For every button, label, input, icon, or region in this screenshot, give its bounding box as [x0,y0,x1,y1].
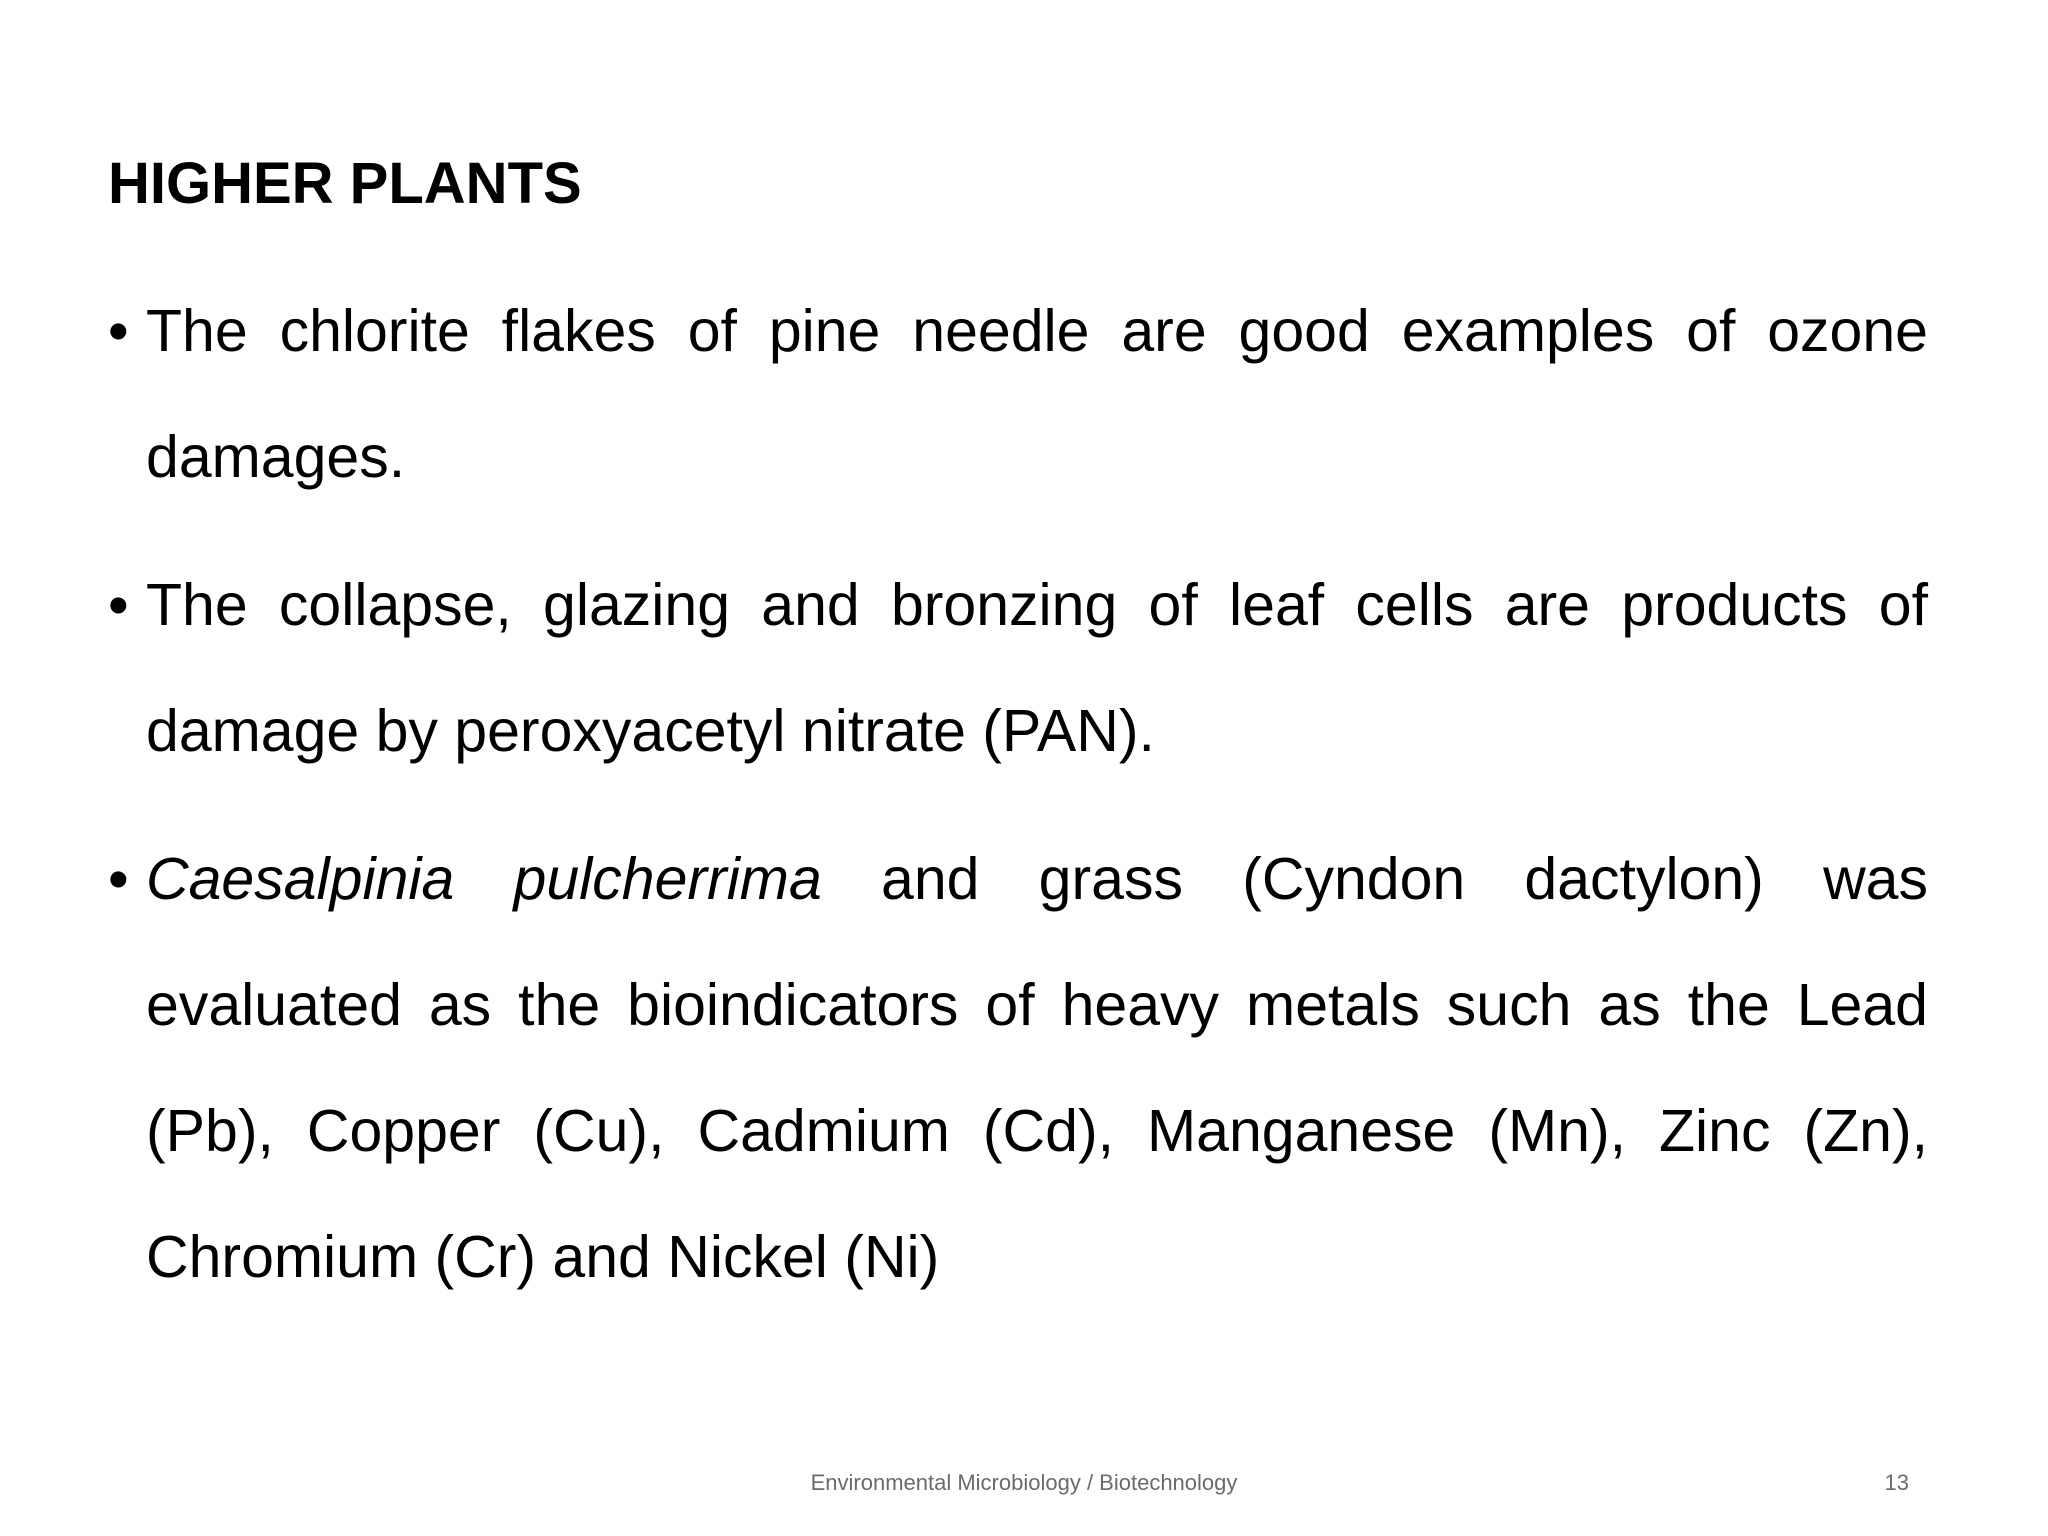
footer-text: Environmental Microbiology / Biotechnology [810,1470,1238,1495]
bullet-item [108,816,1928,1320]
bullet-text: The chlorite flakes of pine needle are good examples of ozone damages. [146,298,1928,490]
slide-footer [0,1470,2048,1500]
bullet-list [108,268,1928,1342]
bullet-marker: • [108,298,129,364]
bullet-text [146,846,1928,1290]
bullet-marker: • [108,846,129,912]
bullet-item [108,542,1928,794]
bullet-marker: • [108,572,129,638]
bullet-item [108,268,1928,520]
slide-title: HIGHER PLANTS [108,151,582,216]
bullet-text-rest: and grass (Cyndon dactylon) was evaluated as the bioindicators of heavy metals such as the Lead (Pb), Copper (Cu), Cadmium (Cd), Manganese (Mn), Zinc (Zn), Chromium (Cr) and Nickel (Ni) [146,846,1928,1290]
page-number: 13 [1884,1470,1909,1495]
species-name: Caesalpinia pulcherrima [146,846,822,912]
bullet-text: The collapse, glazing and bronzing of leaf cells are products of damage by peroxyacetyl nitrate (PAN). [146,572,1928,764]
